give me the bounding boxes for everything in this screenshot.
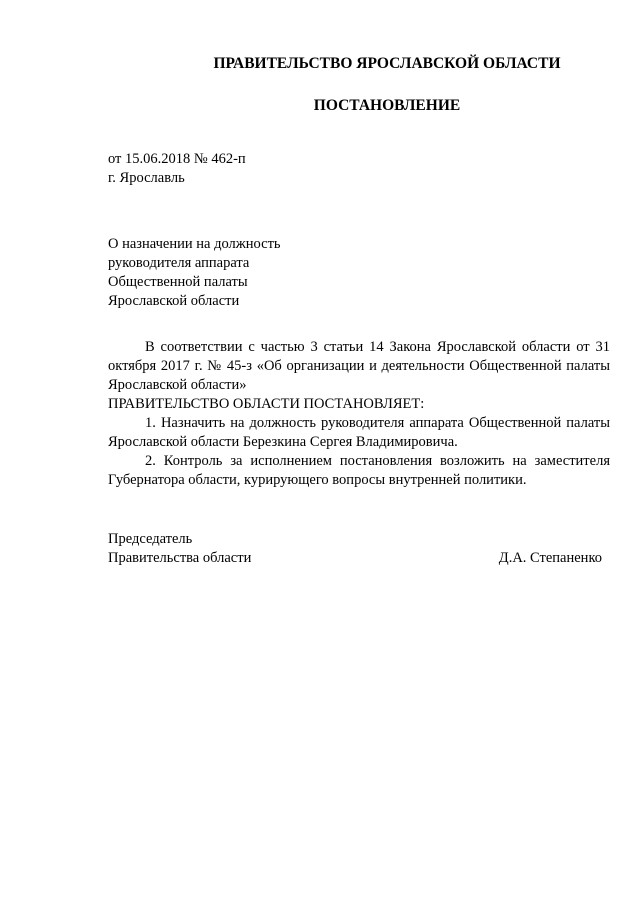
date-number: от 15.06.2018 № 462-п xyxy=(108,151,246,167)
signatory-title-line2: Правительства области xyxy=(108,550,252,566)
preamble-paragraph: В соответствии с частью 3 статьи 14 Закона Ярославской области от 31 октября 2017 г. № 45-з «Об организации и деятельности Общественной палаты Ярославской области» xyxy=(108,339,610,393)
subject-line: О назначении на должность xyxy=(108,236,281,252)
subject-line: руководителя аппарата xyxy=(108,255,250,271)
document-meta xyxy=(108,150,246,188)
document-body xyxy=(108,338,610,490)
subject-line: Общественной палаты xyxy=(108,274,248,290)
document-type-title: ПОСТАНОВЛЕНИЕ xyxy=(313,97,461,114)
organization-title: ПРАВИТЕЛЬСТВО ЯРОСЛАВСКОЙ ОБЛАСТИ xyxy=(213,55,561,72)
signatory-title-line1: Председатель xyxy=(108,531,193,547)
resolves-line: ПРАВИТЕЛЬСТВО ОБЛАСТИ ПОСТАНОВЛЯЕТ: xyxy=(108,396,425,412)
resolution-item-1: 1. Назначить на должность руководителя аппарата Общественной палаты Ярославской области Березкина Сергея Владимировича. xyxy=(108,415,610,450)
document-subject xyxy=(108,235,281,311)
signature-block xyxy=(108,530,610,568)
subject-line: Ярославской области xyxy=(108,293,240,309)
resolution-item-2: 2. Контроль за исполнением постановления возложить на заместителя Губернатора области, курирующего вопросы внутренней политики. xyxy=(108,453,610,488)
signature-row xyxy=(108,549,610,568)
place: г. Ярославль xyxy=(108,170,185,186)
signatory-name: Д.А. Степаненко xyxy=(498,550,602,566)
